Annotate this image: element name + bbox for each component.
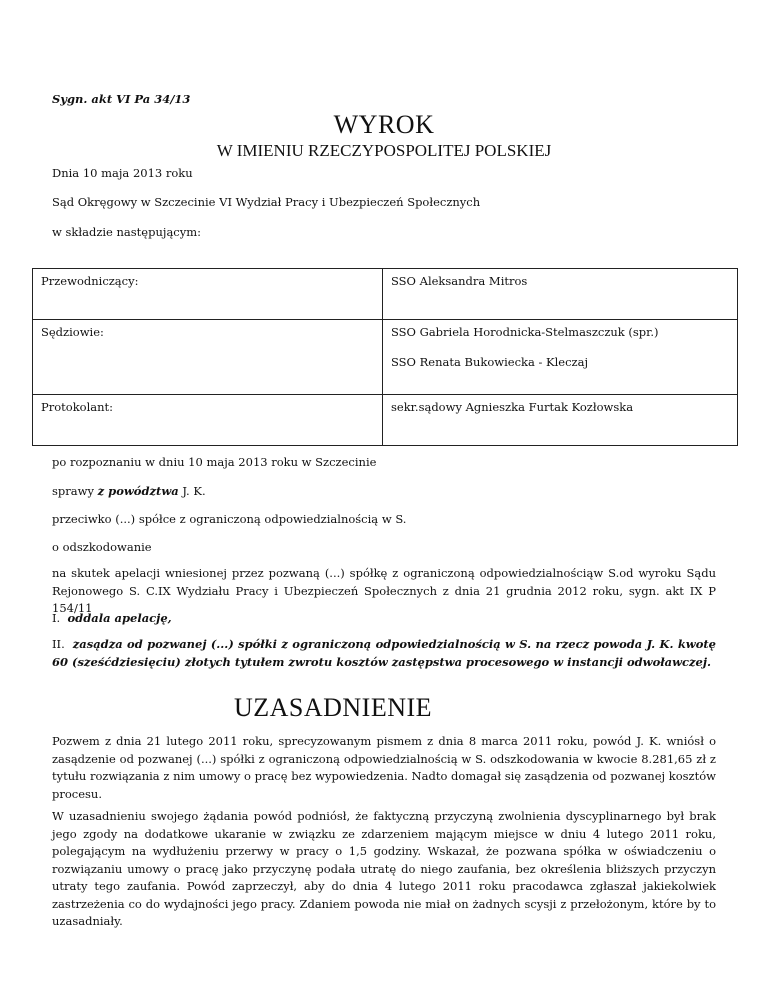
justification-paragraph-2: W uzasadnieniu swojego żądania powód podniósł, że faktyczną przyczyną zwolnienia dyscyplinarnego był brak jego zgody na dodatkowe ukaranie w związku ze zdarzeniem mającym miejsce w dniu 4 lutego 2011 roku, polegającym na wydłużeniu przerwy w pracy o 1,5 godziny. Wskazał, że pozwana spółka w oświadczeniu o rozwiązaniu umowy o pracę jako przyczynę podała utratę do niego zaufania, bez określenia bliższych przyczyn utraty tego zaufania. Powód zaprzeczył, aby do dnia 4 lutego 2011 roku pracodawca zgłaszał jakiekolwiek zastrzeżenia co do wydajności jego pracy. Zdaniem powoda nie miał on żadnych scysji z przełożonym, które by to uzasadniały.	[52, 809, 716, 928]
defendant-line: przeciwko (...) spółce z ograniczoną odpowiedzialnością w S.	[52, 512, 407, 526]
justification-paragraph-1: Pozwem z dnia 21 lutego 2011 roku, sprecyzowanym pismem z dnia 8 marca 2011 roku, powód J. K. wniósł o zasądzenie od pozwanej (...) spółki z ograniczoną odpowiedzialnością w S. odszkodowania w kwocie 8.281,65 zł z tytułu rozwiązania z nim umowy o pracę bez wypowiedzenia. Nadto domagał się zasądzenia od pozwanej kosztów procesu.	[52, 734, 716, 801]
panel-label: Sędziowie:	[33, 320, 383, 395]
appeal-paragraph: na skutek apelacji wniesionej przez pozwaną (...) spółkę z ograniczoną odpowiedzialnościąw S.od wyroku Sądu Rejonowego S. C.IX Wydziału Pracy i Ubezpieczeń Społecznych z dnia 21 grudnia 2012 roku, sygn. akt IX P 154/11	[52, 566, 716, 615]
ruling-point-2: II. zasądza od pozwanej (...) spółki z ograniczoną odpowiedzialnością w S. na rzecz powoda J. K. kwotę 60 (sześćdziesięciu) złotych tytułem zwrotu kosztów zastępstwa procesowego w instancji odwoławczej.	[52, 637, 716, 669]
panel-row-judges	[33, 320, 738, 395]
panel-row-chair	[33, 269, 738, 320]
panel-row-clerk	[33, 395, 738, 446]
panel-value: sekr.sądowy Agnieszka Furtak Kozłowska	[383, 395, 738, 446]
date-line: Dnia 10 maja 2013 roku	[52, 166, 193, 180]
document-subtitle: W IMIENIU RZECZYPOSPOLITEJ POLSKIEJ	[216, 141, 552, 160]
composition-line: w składzie następującym:	[52, 225, 202, 239]
court-panel-table	[32, 268, 738, 446]
plaintiff-line: sprawy z powództwa J. K.	[52, 484, 206, 498]
case-signature: Sygn. akt VI Pa 34/13	[52, 92, 191, 106]
panel-label: Protokolant:	[33, 395, 383, 446]
court-line: Sąd Okręgowy w Szczecinie VI Wydział Pracy i Ubezpieczeń Społecznych	[52, 195, 481, 209]
document-title: WYROK	[333, 110, 435, 139]
panel-value: SSO Gabriela Horodnicka-Stelmaszczuk (spr.) SSO Renata Bukowiecka - Kleczaj	[383, 320, 738, 395]
panel-label: Przewodniczący:	[33, 269, 383, 320]
ruling-point-1: I. oddala apelację,	[52, 611, 172, 625]
hearing-line: po rozpoznaniu w dniu 10 maja 2013 roku w Szczecinie	[52, 455, 377, 469]
subject-line: o odszkodowanie	[52, 540, 152, 554]
justification-heading: UZASADNIENIE	[233, 693, 433, 722]
panel-value: SSO Aleksandra Mitros	[383, 269, 738, 320]
